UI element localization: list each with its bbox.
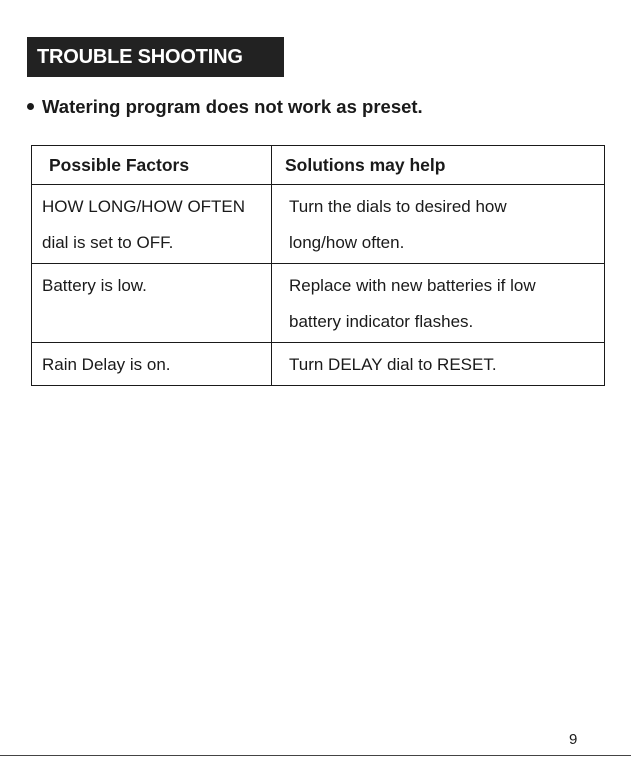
factor-line: Battery is low. xyxy=(42,276,147,295)
column-header-factors: Possible Factors xyxy=(32,146,272,185)
solution-cell xyxy=(272,264,605,343)
column-header-solutions: Solutions may help xyxy=(272,146,605,185)
bullet-icon xyxy=(27,103,34,110)
solution-cell xyxy=(272,343,605,386)
section-title: TROUBLE SHOOTING xyxy=(27,37,284,77)
factor-line: dial is set to OFF. xyxy=(42,233,174,252)
bottom-divider xyxy=(0,755,631,756)
issue-heading xyxy=(27,95,423,119)
solution-line: long/how often. xyxy=(289,233,405,252)
factor-cell xyxy=(32,343,272,386)
factor-cell xyxy=(32,185,272,264)
solution-cell xyxy=(272,185,605,264)
issue-text: Watering program does not work as preset. xyxy=(42,96,423,117)
solution-line: Replace with new batteries if low xyxy=(289,276,536,295)
page-number: 9 xyxy=(569,731,578,748)
solution-line: battery indicator flashes. xyxy=(289,312,474,331)
table-row xyxy=(32,343,605,386)
factor-line: HOW LONG/HOW OFTEN xyxy=(42,197,246,216)
solution-line: Turn DELAY dial to RESET. xyxy=(289,355,497,374)
troubleshooting-table xyxy=(31,145,605,386)
table-row xyxy=(32,185,605,264)
table-header-row xyxy=(32,146,605,185)
solution-line: Turn the dials to desired how xyxy=(289,197,507,216)
factor-line: Rain Delay is on. xyxy=(42,355,171,374)
table-row xyxy=(32,264,605,343)
factor-cell xyxy=(32,264,272,343)
